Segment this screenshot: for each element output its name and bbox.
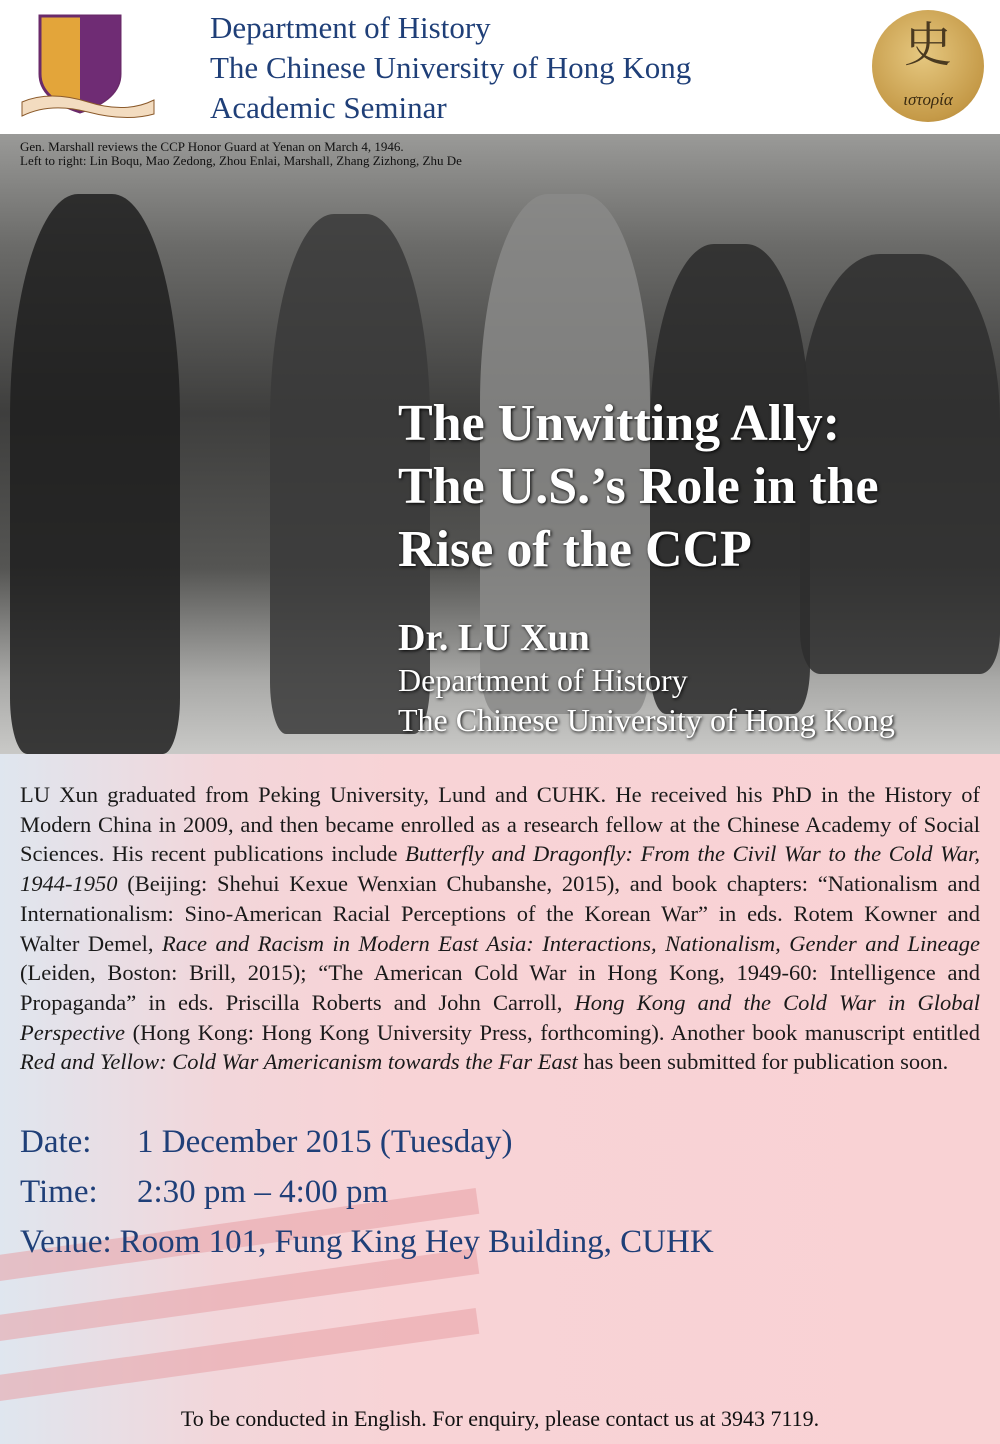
seminar-title xyxy=(398,392,879,581)
date-label: Date: xyxy=(20,1124,92,1161)
cuhk-crest-logo xyxy=(20,14,156,122)
university-name: The Chinese University of Hong Kong xyxy=(210,50,692,85)
history-seal-logo xyxy=(872,10,984,122)
speaker-block xyxy=(398,616,895,740)
lower-content xyxy=(20,780,980,1267)
bio-book-title: Red and Yellow: Cold War Americanism towards the Far East xyxy=(20,1049,578,1075)
speaker-name: Dr. LU Xun xyxy=(398,617,590,659)
bio-text: has been submitted for publication soon. xyxy=(577,1049,949,1075)
header xyxy=(0,0,1000,134)
venue-label: Venue: xyxy=(20,1224,112,1261)
speaker-department: Department of History xyxy=(398,662,688,698)
time-value: 2:30 pm – 4:00 pm xyxy=(137,1174,389,1211)
seal-character: 史 xyxy=(903,17,952,73)
event-type: Academic Seminar xyxy=(210,90,447,125)
date-value: 1 December 2015 (Tuesday) xyxy=(137,1124,513,1161)
bio-text: (Beijing: Shehui Kexue Wenxian Chubanshe, 2015), and book chapters: “Nationalism and Internationalism: Sino-American Racial Perceptions of the Korean War” in eds. Rotem Kowner and Walter Demel, xyxy=(20,871,980,956)
caption-line: Gen. Marshall reviews the CCP Honor Guard at Yenan on March 4, 1946. xyxy=(20,139,404,154)
bio-book-title: Race and Racism in Modern East Asia: Interactions, Nationalism, Gender and Lineage xyxy=(162,930,980,956)
event-details xyxy=(20,1117,980,1267)
speaker-bio xyxy=(20,780,980,1077)
bio-book-title: Hong Kong and the Cold War in Global Perspective xyxy=(20,989,980,1045)
photo-figure xyxy=(10,194,180,754)
venue-value: Room 101, Fung King Hey Building, CUHK xyxy=(119,1224,714,1261)
seal-text: ιστορία xyxy=(903,90,953,109)
time-row xyxy=(20,1167,980,1217)
department-name: Department of History xyxy=(210,10,491,45)
venue-row xyxy=(20,1217,980,1267)
date-row xyxy=(20,1117,980,1167)
title-line: The U.S.’s Role in the xyxy=(398,458,879,515)
bio-text: (Leiden, Boston: Brill, 2015); “The American Cold War in Hong Kong, 1949-60: Intelligence and Propaganda” in eds. Priscilla Roberts and John Carroll, xyxy=(20,960,980,1015)
title-line: Rise of the CCP xyxy=(398,521,752,578)
bio-text: (Hong Kong: Hong Kong University Press, forthcoming). Another book manuscript entitled xyxy=(124,1019,980,1045)
bio-text: LU Xun graduated from Peking University, Lund and CUHK. He received his PhD in the History of Modern China in 2009, and then became enrolled as a research fellow at the Chinese Academy of Social Sciences. His recent publications include xyxy=(20,782,980,867)
time-label: Time: xyxy=(20,1174,98,1211)
footer-note: To be conducted in English. For enquiry, please contact us at 3943 7119. xyxy=(180,1406,820,1431)
title-line: The Unwitting Ally: xyxy=(398,395,841,452)
bio-book-title: Butterfly and Dragonfly: From the Civil War to the Cold War, 1944-1950 xyxy=(20,841,980,897)
header-title xyxy=(210,8,691,128)
flag-background-section xyxy=(0,754,1000,1444)
caption-line: Left to right: Lin Boqu, Mao Zedong, Zhou Enlai, Marshall, Zhang Zizhong, Zhu De xyxy=(20,153,462,168)
speaker-university: The Chinese University of Hong Kong xyxy=(398,702,895,738)
photo-caption xyxy=(20,140,462,168)
historical-photo xyxy=(0,134,1000,754)
